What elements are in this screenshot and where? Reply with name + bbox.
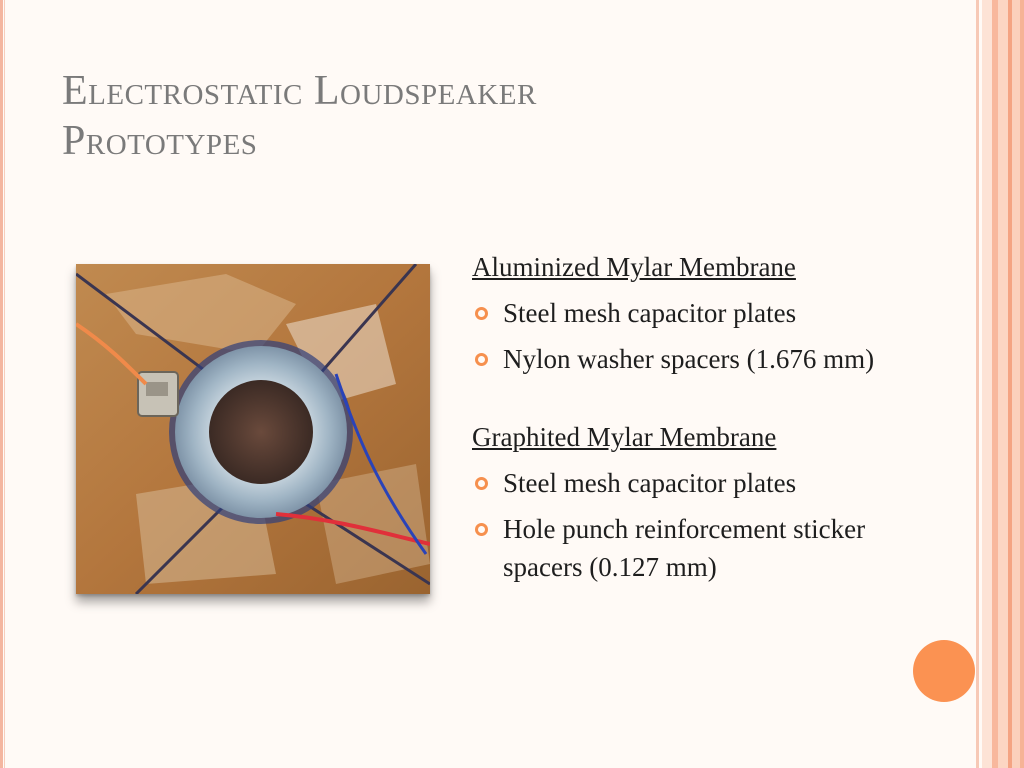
hollow-circle-icon <box>475 477 488 490</box>
title-line-1: Electrostatic Loudspeaker <box>62 68 537 114</box>
list-item: Nylon washer spacers (1.676 mm) <box>472 340 932 378</box>
list-item: Hole punch reinforcement sticker spacers (0.127 mm) <box>472 510 932 586</box>
hollow-circle-icon <box>475 307 488 320</box>
section-heading-graphited: Graphited Mylar Membrane <box>472 422 777 452</box>
right-stripe-decoration <box>976 0 1024 768</box>
decorative-orange-circle <box>913 640 975 702</box>
hollow-circle-icon <box>475 353 488 366</box>
section-heading-aluminized: Aluminized Mylar Membrane <box>472 252 796 282</box>
title-line-2: Prototypes <box>62 118 258 164</box>
list-item: Steel mesh capacitor plates <box>472 464 932 502</box>
speaker-photo-image <box>76 264 430 594</box>
slide-title <box>62 66 882 166</box>
prototype-photo <box>76 264 430 594</box>
hollow-circle-icon <box>475 523 488 536</box>
list-item: Steel mesh capacitor plates <box>472 294 932 332</box>
content-text <box>472 248 932 586</box>
bullet-list-aluminized <box>472 294 932 378</box>
left-border-decoration <box>0 0 6 768</box>
bullet-list-graphited <box>472 464 932 586</box>
